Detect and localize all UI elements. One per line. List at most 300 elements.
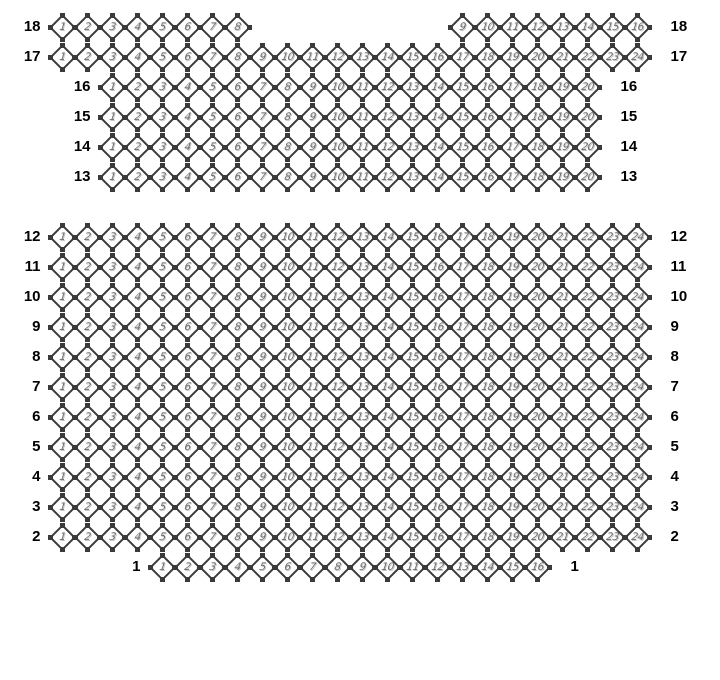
seat[interactable] <box>349 164 376 191</box>
seat[interactable] <box>124 74 151 101</box>
seat[interactable] <box>624 404 651 431</box>
seat[interactable] <box>274 344 301 371</box>
seat[interactable] <box>299 224 326 251</box>
seat[interactable] <box>249 254 276 281</box>
seat[interactable] <box>99 44 126 71</box>
seat[interactable] <box>199 164 226 191</box>
seat[interactable] <box>499 104 526 131</box>
seat[interactable] <box>574 164 601 191</box>
seat[interactable] <box>549 284 576 311</box>
seat[interactable] <box>99 224 126 251</box>
seat[interactable] <box>424 434 451 461</box>
seat[interactable] <box>149 44 176 71</box>
seat[interactable] <box>474 134 501 161</box>
seat[interactable] <box>124 524 151 551</box>
seat[interactable] <box>249 434 276 461</box>
seat[interactable] <box>324 524 351 551</box>
seat[interactable] <box>299 374 326 401</box>
seat[interactable] <box>574 404 601 431</box>
seat[interactable] <box>224 464 251 491</box>
seat[interactable] <box>499 284 526 311</box>
seat[interactable] <box>174 524 201 551</box>
seat[interactable] <box>524 524 551 551</box>
seat[interactable] <box>224 554 251 581</box>
seat[interactable] <box>174 314 201 341</box>
seat[interactable] <box>499 134 526 161</box>
seat[interactable] <box>49 314 76 341</box>
seat[interactable] <box>399 314 426 341</box>
seat[interactable] <box>524 554 551 581</box>
seat[interactable] <box>549 404 576 431</box>
seat[interactable] <box>624 224 651 251</box>
seat[interactable] <box>299 134 326 161</box>
seat[interactable] <box>274 434 301 461</box>
seat[interactable] <box>249 344 276 371</box>
seat[interactable] <box>624 434 651 461</box>
seat[interactable] <box>174 494 201 521</box>
seat[interactable] <box>474 524 501 551</box>
seat[interactable] <box>599 224 626 251</box>
seat[interactable] <box>624 344 651 371</box>
seat[interactable] <box>199 524 226 551</box>
seat[interactable] <box>449 404 476 431</box>
seat[interactable] <box>174 464 201 491</box>
seat[interactable] <box>174 14 201 41</box>
seat[interactable] <box>424 104 451 131</box>
seat[interactable] <box>49 434 76 461</box>
seat[interactable] <box>624 314 651 341</box>
seat[interactable] <box>549 374 576 401</box>
seat[interactable] <box>149 344 176 371</box>
seat[interactable] <box>74 14 101 41</box>
seat[interactable] <box>249 464 276 491</box>
seat[interactable] <box>424 254 451 281</box>
seat[interactable] <box>274 374 301 401</box>
seat[interactable] <box>249 404 276 431</box>
seat[interactable] <box>449 134 476 161</box>
seat[interactable] <box>499 314 526 341</box>
seat[interactable] <box>449 44 476 71</box>
seat[interactable] <box>149 314 176 341</box>
seat[interactable] <box>424 224 451 251</box>
seat[interactable] <box>124 134 151 161</box>
seat[interactable] <box>74 524 101 551</box>
seat[interactable] <box>249 284 276 311</box>
seat[interactable] <box>124 224 151 251</box>
seat[interactable] <box>349 284 376 311</box>
seat[interactable] <box>199 104 226 131</box>
seat[interactable] <box>99 134 126 161</box>
seat[interactable] <box>249 164 276 191</box>
seat[interactable] <box>224 44 251 71</box>
seat[interactable] <box>349 314 376 341</box>
seat[interactable] <box>49 44 76 71</box>
seat[interactable] <box>99 164 126 191</box>
seat[interactable] <box>124 344 151 371</box>
seat[interactable] <box>599 254 626 281</box>
seat[interactable] <box>349 524 376 551</box>
seat[interactable] <box>524 464 551 491</box>
seat[interactable] <box>174 224 201 251</box>
seat[interactable] <box>49 14 76 41</box>
seat[interactable] <box>299 524 326 551</box>
seat[interactable] <box>274 464 301 491</box>
seat[interactable] <box>299 314 326 341</box>
seat[interactable] <box>374 464 401 491</box>
seat[interactable] <box>99 254 126 281</box>
seat[interactable] <box>74 44 101 71</box>
seat[interactable] <box>274 524 301 551</box>
seat[interactable] <box>174 74 201 101</box>
seat[interactable] <box>574 44 601 71</box>
seat[interactable] <box>174 134 201 161</box>
seat[interactable] <box>599 374 626 401</box>
seat[interactable] <box>124 44 151 71</box>
seat[interactable] <box>274 314 301 341</box>
seat[interactable] <box>424 554 451 581</box>
seat[interactable] <box>474 44 501 71</box>
seat[interactable] <box>124 254 151 281</box>
seat[interactable] <box>549 14 576 41</box>
seat[interactable] <box>174 374 201 401</box>
seat[interactable] <box>324 74 351 101</box>
seat[interactable] <box>249 134 276 161</box>
seat[interactable] <box>74 494 101 521</box>
seat[interactable] <box>99 74 126 101</box>
seat[interactable] <box>149 254 176 281</box>
seat[interactable] <box>274 554 301 581</box>
seat[interactable] <box>349 494 376 521</box>
seat[interactable] <box>424 404 451 431</box>
seat[interactable] <box>324 284 351 311</box>
seat[interactable] <box>349 554 376 581</box>
seat[interactable] <box>224 344 251 371</box>
seat[interactable] <box>574 344 601 371</box>
seat[interactable] <box>474 494 501 521</box>
seat[interactable] <box>374 104 401 131</box>
seat[interactable] <box>224 164 251 191</box>
seat[interactable] <box>299 164 326 191</box>
seat[interactable] <box>199 134 226 161</box>
seat[interactable] <box>299 44 326 71</box>
seat[interactable] <box>149 524 176 551</box>
seat[interactable] <box>424 314 451 341</box>
seat[interactable] <box>249 374 276 401</box>
seat[interactable] <box>474 554 501 581</box>
seat[interactable] <box>224 104 251 131</box>
seat[interactable] <box>224 524 251 551</box>
seat[interactable] <box>99 14 126 41</box>
seat[interactable] <box>274 254 301 281</box>
seat[interactable] <box>474 224 501 251</box>
seat[interactable] <box>449 374 476 401</box>
seat[interactable] <box>449 434 476 461</box>
seat[interactable] <box>199 434 226 461</box>
seat[interactable] <box>474 14 501 41</box>
seat[interactable] <box>274 104 301 131</box>
seat[interactable] <box>599 494 626 521</box>
seat[interactable] <box>374 344 401 371</box>
seat[interactable] <box>524 74 551 101</box>
seat[interactable] <box>624 14 651 41</box>
seat[interactable] <box>399 374 426 401</box>
seat[interactable] <box>299 104 326 131</box>
seat[interactable] <box>199 284 226 311</box>
seat[interactable] <box>74 254 101 281</box>
seat[interactable] <box>374 554 401 581</box>
seat[interactable] <box>424 344 451 371</box>
seat[interactable] <box>399 524 426 551</box>
seat[interactable] <box>574 134 601 161</box>
seat[interactable] <box>199 554 226 581</box>
seat[interactable] <box>549 104 576 131</box>
seat[interactable] <box>199 314 226 341</box>
seat[interactable] <box>599 464 626 491</box>
seat[interactable] <box>49 254 76 281</box>
seat[interactable] <box>149 164 176 191</box>
seat[interactable] <box>199 464 226 491</box>
seat[interactable] <box>449 14 476 41</box>
seat[interactable] <box>574 524 601 551</box>
seat[interactable] <box>599 404 626 431</box>
seat[interactable] <box>99 314 126 341</box>
seat[interactable] <box>424 524 451 551</box>
seat[interactable] <box>49 494 76 521</box>
seat[interactable] <box>274 404 301 431</box>
seat[interactable] <box>499 74 526 101</box>
seat[interactable] <box>399 284 426 311</box>
seat[interactable] <box>299 404 326 431</box>
seat[interactable] <box>324 374 351 401</box>
seat[interactable] <box>349 434 376 461</box>
seat[interactable] <box>474 104 501 131</box>
seat[interactable] <box>499 344 526 371</box>
seat[interactable] <box>374 224 401 251</box>
seat[interactable] <box>324 104 351 131</box>
seat[interactable] <box>424 134 451 161</box>
seat[interactable] <box>99 404 126 431</box>
seat[interactable] <box>274 44 301 71</box>
seat[interactable] <box>49 374 76 401</box>
seat[interactable] <box>74 374 101 401</box>
seat[interactable] <box>449 164 476 191</box>
seat[interactable] <box>499 404 526 431</box>
seat[interactable] <box>299 284 326 311</box>
seat[interactable] <box>99 284 126 311</box>
seat[interactable] <box>249 524 276 551</box>
seat[interactable] <box>349 134 376 161</box>
seat[interactable] <box>174 284 201 311</box>
seat[interactable] <box>374 404 401 431</box>
seat[interactable] <box>124 434 151 461</box>
seat[interactable] <box>574 284 601 311</box>
seat[interactable] <box>124 104 151 131</box>
seat[interactable] <box>174 404 201 431</box>
seat[interactable] <box>424 164 451 191</box>
seat[interactable] <box>224 494 251 521</box>
seat[interactable] <box>399 464 426 491</box>
seat[interactable] <box>499 44 526 71</box>
seat[interactable] <box>524 224 551 251</box>
seat[interactable] <box>224 404 251 431</box>
seat[interactable] <box>199 344 226 371</box>
seat[interactable] <box>524 494 551 521</box>
seat[interactable] <box>174 104 201 131</box>
seat[interactable] <box>124 284 151 311</box>
seat[interactable] <box>149 434 176 461</box>
seat[interactable] <box>499 254 526 281</box>
seat[interactable] <box>274 164 301 191</box>
seat[interactable] <box>449 554 476 581</box>
seat[interactable] <box>349 224 376 251</box>
seat[interactable] <box>149 374 176 401</box>
seat[interactable] <box>399 494 426 521</box>
seat[interactable] <box>149 14 176 41</box>
seat[interactable] <box>299 74 326 101</box>
seat[interactable] <box>274 74 301 101</box>
seat[interactable] <box>299 434 326 461</box>
seat[interactable] <box>349 254 376 281</box>
seat[interactable] <box>549 344 576 371</box>
seat[interactable] <box>474 374 501 401</box>
seat[interactable] <box>399 134 426 161</box>
seat[interactable] <box>474 284 501 311</box>
seat[interactable] <box>499 164 526 191</box>
seat[interactable] <box>174 344 201 371</box>
seat[interactable] <box>149 134 176 161</box>
seat[interactable] <box>499 14 526 41</box>
seat[interactable] <box>149 404 176 431</box>
seat[interactable] <box>249 554 276 581</box>
seat[interactable] <box>224 284 251 311</box>
seat[interactable] <box>449 314 476 341</box>
seat[interactable] <box>224 254 251 281</box>
seat[interactable] <box>624 524 651 551</box>
seat[interactable] <box>524 134 551 161</box>
seat[interactable] <box>274 284 301 311</box>
seat[interactable] <box>49 224 76 251</box>
seat[interactable] <box>349 374 376 401</box>
seat[interactable] <box>249 74 276 101</box>
seat[interactable] <box>149 464 176 491</box>
seat[interactable] <box>124 494 151 521</box>
seat[interactable] <box>349 44 376 71</box>
seat[interactable] <box>374 284 401 311</box>
seat[interactable] <box>274 134 301 161</box>
seat[interactable] <box>224 134 251 161</box>
seat[interactable] <box>349 464 376 491</box>
seat[interactable] <box>524 44 551 71</box>
seat[interactable] <box>424 464 451 491</box>
seat[interactable] <box>324 554 351 581</box>
seat[interactable] <box>574 254 601 281</box>
seat[interactable] <box>449 284 476 311</box>
seat[interactable] <box>374 74 401 101</box>
seat[interactable] <box>349 404 376 431</box>
seat[interactable] <box>199 224 226 251</box>
seat[interactable] <box>99 494 126 521</box>
seat[interactable] <box>524 434 551 461</box>
seat[interactable] <box>474 404 501 431</box>
seat[interactable] <box>224 374 251 401</box>
seat[interactable] <box>349 104 376 131</box>
seat[interactable] <box>549 44 576 71</box>
seat[interactable] <box>374 494 401 521</box>
seat[interactable] <box>524 314 551 341</box>
seat[interactable] <box>199 494 226 521</box>
seat[interactable] <box>499 224 526 251</box>
seat[interactable] <box>599 314 626 341</box>
seat[interactable] <box>199 374 226 401</box>
seat[interactable] <box>274 494 301 521</box>
seat[interactable] <box>474 74 501 101</box>
seat[interactable] <box>274 224 301 251</box>
seat[interactable] <box>624 374 651 401</box>
seat[interactable] <box>149 74 176 101</box>
seat[interactable] <box>424 284 451 311</box>
seat[interactable] <box>74 404 101 431</box>
seat[interactable] <box>124 374 151 401</box>
seat[interactable] <box>399 164 426 191</box>
seat[interactable] <box>624 44 651 71</box>
seat[interactable] <box>174 164 201 191</box>
seat[interactable] <box>499 434 526 461</box>
seat[interactable] <box>574 374 601 401</box>
seat[interactable] <box>449 224 476 251</box>
seat[interactable] <box>599 524 626 551</box>
seat[interactable] <box>324 494 351 521</box>
seat[interactable] <box>524 374 551 401</box>
seat[interactable] <box>499 494 526 521</box>
seat[interactable] <box>399 44 426 71</box>
seat[interactable] <box>549 254 576 281</box>
seat[interactable] <box>474 344 501 371</box>
seat[interactable] <box>549 224 576 251</box>
seat[interactable] <box>299 554 326 581</box>
seat[interactable] <box>224 14 251 41</box>
seat[interactable] <box>549 134 576 161</box>
seat[interactable] <box>49 404 76 431</box>
seat[interactable] <box>174 434 201 461</box>
seat[interactable] <box>199 14 226 41</box>
seat[interactable] <box>399 554 426 581</box>
seat[interactable] <box>374 314 401 341</box>
seat[interactable] <box>324 224 351 251</box>
seat[interactable] <box>99 464 126 491</box>
seat[interactable] <box>49 464 76 491</box>
seat[interactable] <box>149 494 176 521</box>
seat[interactable] <box>449 74 476 101</box>
seat[interactable] <box>199 44 226 71</box>
seat[interactable] <box>124 14 151 41</box>
seat[interactable] <box>449 464 476 491</box>
seat[interactable] <box>149 284 176 311</box>
seat[interactable] <box>524 284 551 311</box>
seat[interactable] <box>324 434 351 461</box>
seat[interactable] <box>374 524 401 551</box>
seat[interactable] <box>549 434 576 461</box>
seat[interactable] <box>549 524 576 551</box>
seat[interactable] <box>399 254 426 281</box>
seat[interactable] <box>224 434 251 461</box>
seat[interactable] <box>224 74 251 101</box>
seat[interactable] <box>524 104 551 131</box>
seat[interactable] <box>524 254 551 281</box>
seat[interactable] <box>599 434 626 461</box>
seat[interactable] <box>49 524 76 551</box>
seat[interactable] <box>374 44 401 71</box>
seat[interactable] <box>574 494 601 521</box>
